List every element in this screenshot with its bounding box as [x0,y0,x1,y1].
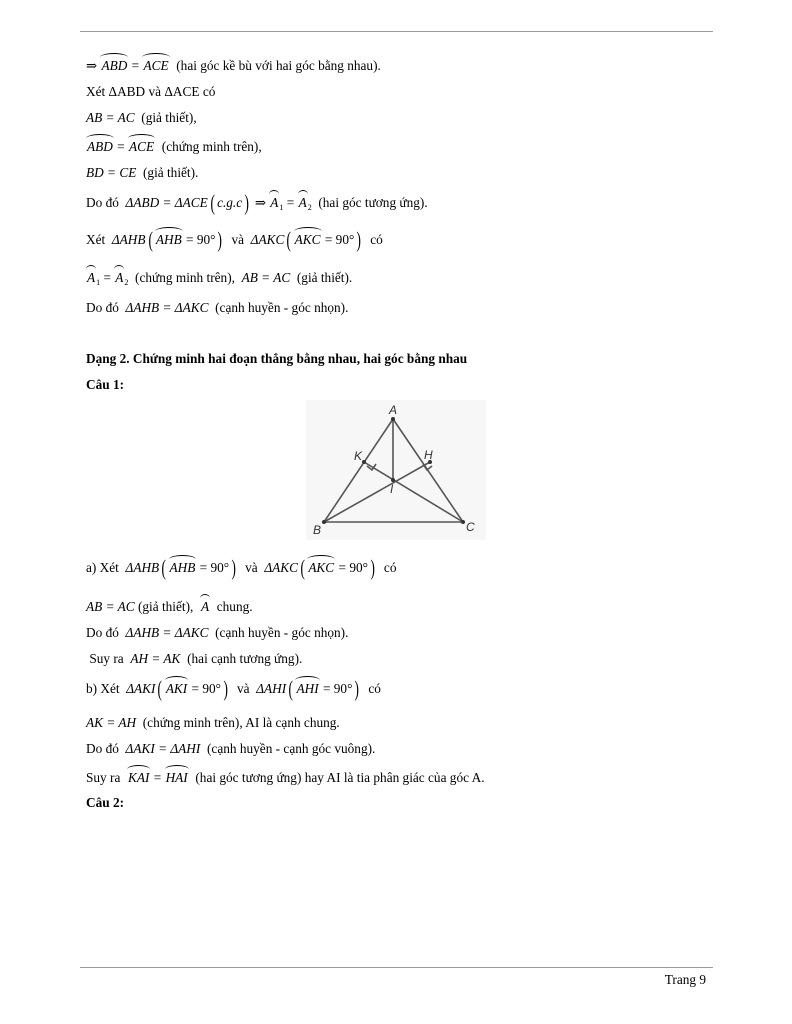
vertex-label-b: B [313,523,322,537]
text-line: Do đó ΔAHB = ΔAKC (cạnh huyền - góc nhọn). [86,300,349,315]
text-line: AB = AC (giả thiết), A chung. [86,599,253,614]
page-number: Trang 9 [664,972,706,987]
vertex-label-a: A [389,403,398,417]
text-line: Do đó ΔAHB = ΔAKC (cạnh huyền - góc nhọn). [86,625,349,640]
section-heading: Dạng 2. Chứng minh hai đoạn thẳng bằng nhau, hai góc bằng nhau [86,351,468,366]
vertex-label-i: I [390,482,394,496]
text-line: Do đó ΔABD = ΔACE ( c.g.c ) ⇒ $A_1 = A_2$ (hai góc tương ứng). [86,190,428,215]
vertex-label-c: C [466,520,475,534]
header-rule [80,31,713,32]
text-line: BD = CE (giả thiết). [86,165,199,180]
footer-rule [80,967,713,968]
question-label: Câu 2: [86,795,125,810]
text-line: ABD = ACE (chứng minh trên), [87,139,262,154]
text-line: Suy ra KAI = HAI (hai góc tương ứng) hay AI là tia phân giác của góc A. [86,770,485,785]
text-line: AK = AH (chứng minh trên), AI là cạnh chung. [86,715,340,730]
text-line: Suy ra AH = AK (hai cạnh tương ứng). [86,651,303,666]
text-line: a) Xét ΔAHB ( AHB = 90° ) và ΔAKC ( AKC = 90° ) có [86,555,397,580]
text-line: b) Xét ΔAKI ( AKI = 90° ) và ΔAHI ( AHI = 90° ) có [86,676,381,701]
text-line: ⇒ ABD = ACE (hai góc kề bù với hai góc bằng nhau). [86,58,381,73]
text-line: Xét ΔAHB ( AHB = 90° ) và ΔAKC ( AKC = 90° ) có [86,227,383,252]
vertex-label-h: H [424,448,433,462]
triangle-figure [306,400,486,540]
text-line: Xét ΔABD và ΔACE có [86,84,216,99]
question-label: Câu 1: [86,377,125,392]
vertex-label-k: K [354,449,363,463]
text-line: AB = AC (giả thiết), [86,110,197,125]
text-line: $A_1 = A_2$ (chứng minh trên), AB = AC (giả thiết). [87,270,353,287]
text-line: Do đó ΔAKI = ΔAHI (cạnh huyền - cạnh góc vuông). [86,741,376,756]
